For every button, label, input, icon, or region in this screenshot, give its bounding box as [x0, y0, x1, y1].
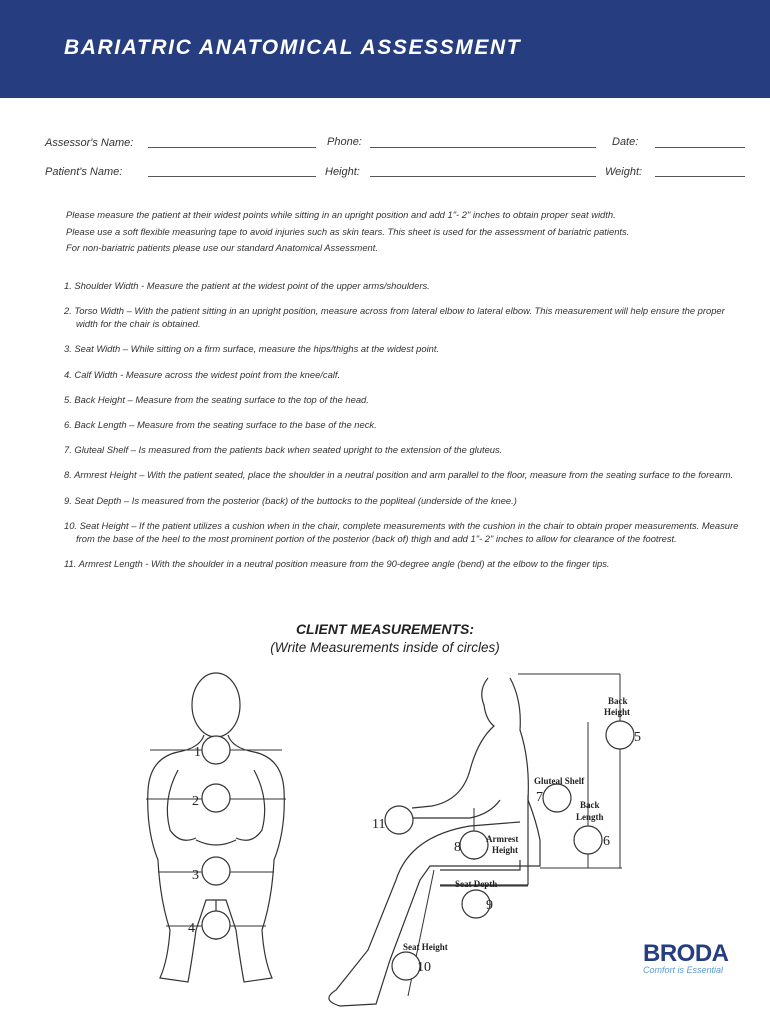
back-height-label: Height [604, 707, 630, 717]
instruction-item: 1. Shoulder Width - Measure the patient at the widest point of the upper arms/shoulders. [64, 280, 430, 291]
phone-label: Phone: [327, 136, 362, 148]
measure-number: 7 [536, 790, 543, 805]
instruction-item: 8. Armrest Height – With the patient seated, place the shoulder in a neutral position and arm parallel to the floor, measure from the seating surface to the forearm. [64, 469, 734, 481]
seat-depth-label: Seat Depth [455, 879, 498, 889]
measure-number: 6 [603, 834, 610, 849]
page-title: BARIATRIC ANATOMICAL ASSESSMENT [64, 36, 522, 59]
intro-line: Please measure the patient at their widest points while sitting in an upright position and add 1"- 2" inches to obtain proper seat width. [66, 209, 616, 220]
measure-number: 5 [634, 730, 641, 745]
instruction-item: 7. Gluteal Shelf – Is measured from the patients back when seated upright to the extension of the gluteus. [64, 444, 503, 456]
measure-number: 9 [486, 898, 493, 913]
instruction-item: 11. Armrest Length - With the shoulder in a neutral position measure from the 90-degree angle (bend) at the elbow to the finger tips. [64, 557, 610, 569]
measure-number: 10 [417, 960, 431, 975]
measure-number: 1 [194, 745, 201, 760]
instruction-item: 2. Torso Width – With the patient sitting in an upright position, measure across from lateral elbow to lateral elbow. This measurement will help ensure the proper width for the chair is obtained. [64, 305, 725, 330]
instruction-item: 5. Back Height – Measure from the seating surface to the top of the head. [64, 393, 369, 405]
measure-number: 3 [192, 868, 199, 883]
armrest-height-label: Height [492, 845, 518, 855]
measure-number: 4 [188, 921, 195, 936]
measure-number: 11 [372, 817, 386, 832]
patient-label: Patient's Name: [45, 166, 123, 178]
broda-logo [643, 940, 729, 975]
armrest-height-label: Armrest [486, 834, 519, 844]
instruction-item: 9. Seat Depth – Is measured from the posterior (back) of the buttocks to the popliteal (underside of the knee.) [64, 494, 517, 506]
height-label: Height: [325, 166, 360, 178]
intro-line: Please use a soft flexible measuring tape to avoid injuries such as skin tears. This sheet is used for the assessment of bariatric patients. [66, 225, 630, 237]
logo-brand: BRODA [643, 940, 729, 967]
client-measurements-title: CLIENT MEASUREMENTS: [295, 621, 475, 637]
weight-label: Weight: [605, 166, 643, 178]
client-measurements-subtitle: (Write Measurements inside of circles) [270, 640, 500, 655]
instruction-item: 6. Back Length – Measure from the seating surface to the base of the neck. [64, 418, 377, 430]
measure-number: 2 [192, 794, 199, 809]
measure-number: 8 [454, 840, 461, 855]
back-length-label: Length [576, 812, 604, 822]
instruction-item: 3. Seat Width – While sitting on a firm surface, measure the hips/thighs at the widest point. [64, 343, 440, 355]
back-length-label: Back [580, 800, 600, 810]
seat-height-label: Seat Height [403, 942, 448, 952]
instruction-item: 10. Seat Height – If the patient utilizes a cushion when in the chair, complete measurements with the cushion in the chair to obtain proper measurements. Measure from the base of the heel to the most prominent portion of the posterior (back of) thigh and add 1"- 2" inches to allow for clearance of the footrest. [64, 519, 739, 544]
back-height-label: Back [608, 696, 628, 706]
intro-line: For non-bariatric patients please use our standard Anatomical Assessment. [66, 242, 378, 253]
date-label: Date: [612, 136, 639, 148]
assessor-label: Assessor's Name: [45, 137, 134, 149]
gluteal-shelf-label: Gluteal Shelf [534, 776, 585, 786]
instruction-item: 4. Calf Width - Measure across the widest point from the knee/calf. [64, 368, 341, 380]
logo-tagline: Comfort is Essential [643, 965, 724, 975]
